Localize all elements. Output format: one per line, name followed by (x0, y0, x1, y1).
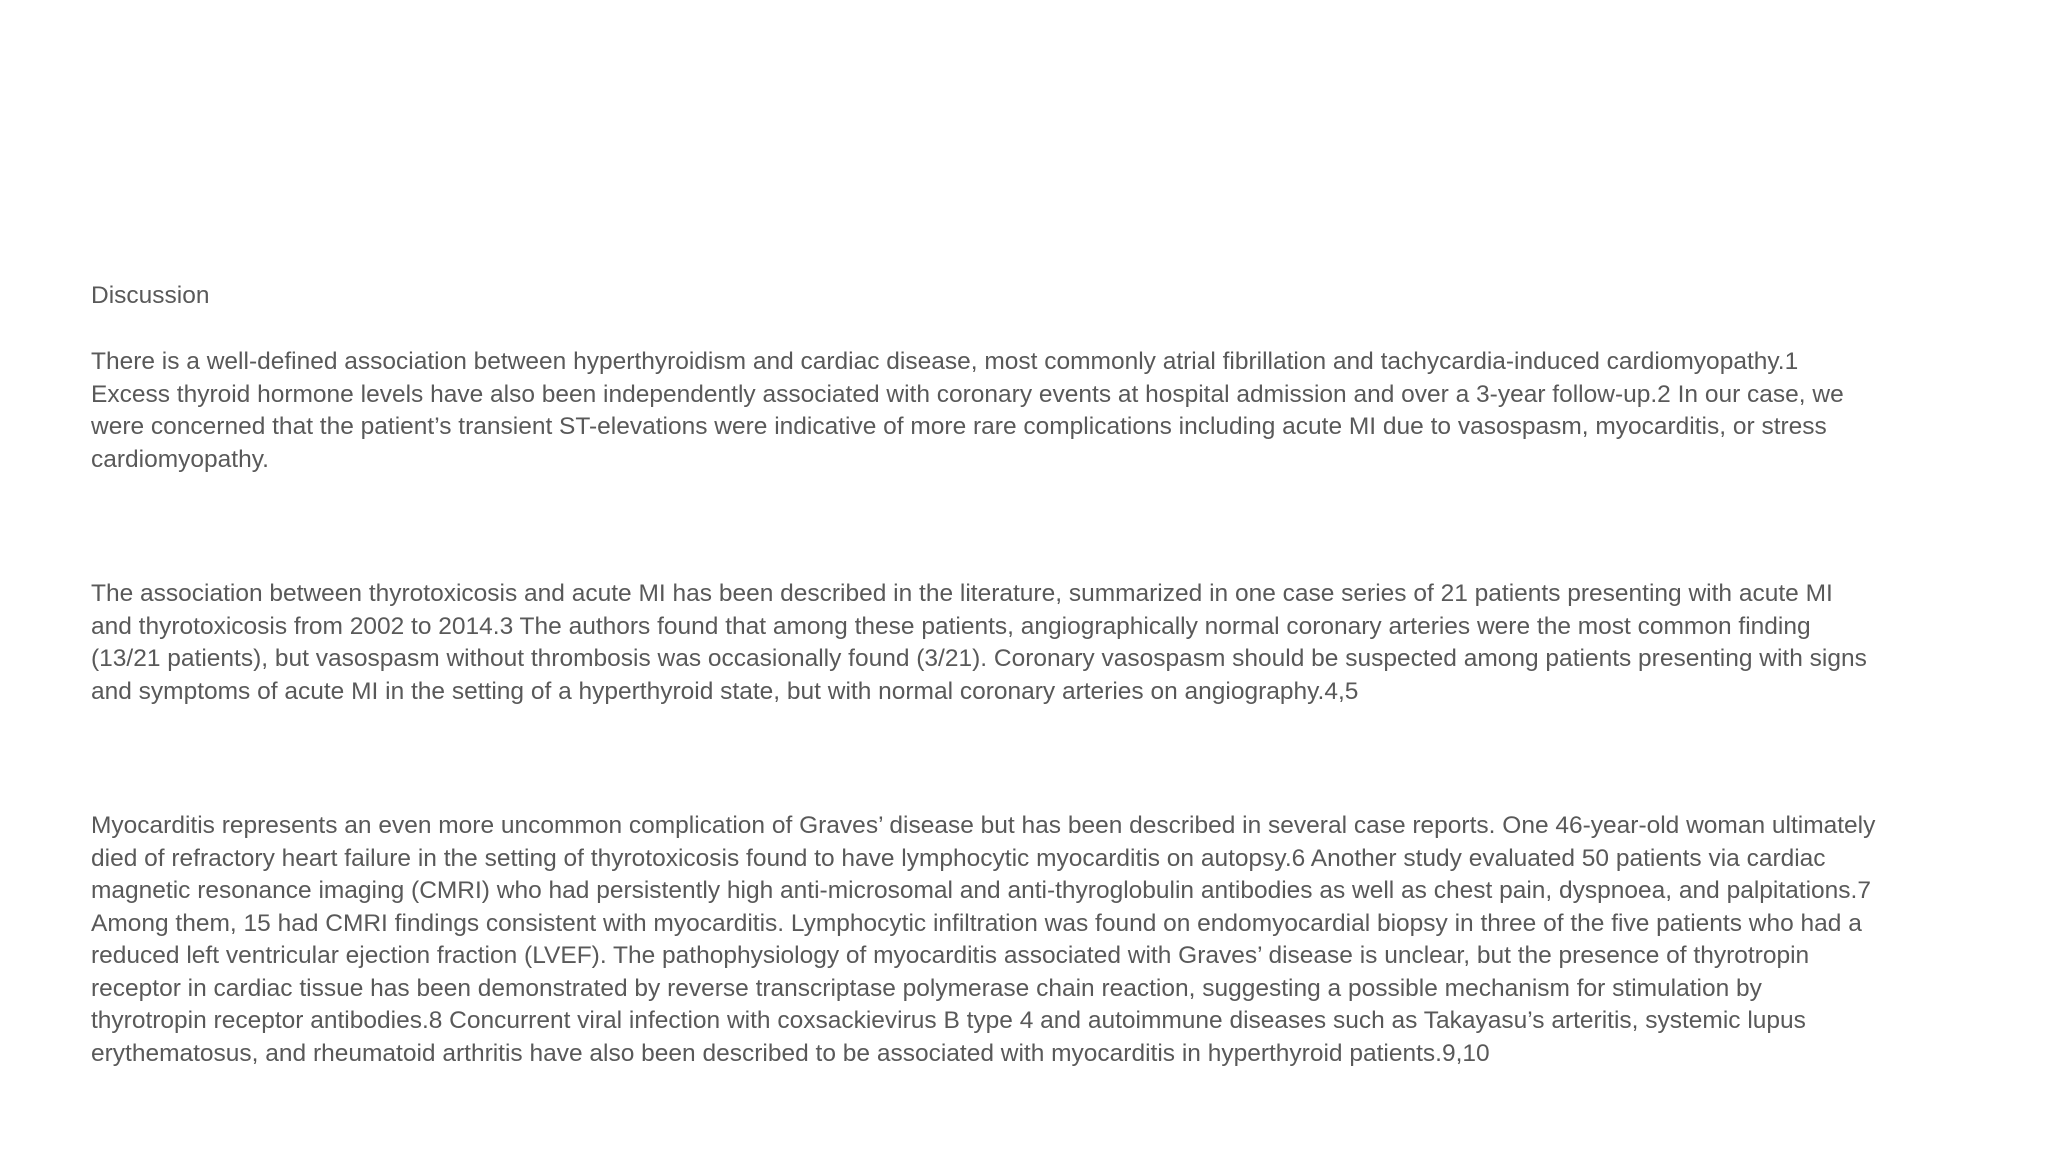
paragraph-line: died of refractory heart failure in the setting of thyrotoxicosis found to have lymphocytic myocarditis on autopsy.6 Another study evaluated 50 patients via cardiac (91, 844, 1826, 872)
paragraph-line: Among them, 15 had CMRI findings consistent with myocarditis. Lymphocytic infiltration was found on endomyocardial biopsy in three of the five patients who had a (91, 909, 1862, 937)
paragraph-line: (13/21 patients), but vasospasm without thrombosis was occasionally found (3/21). Coronary vasospasm should be suspected among patients presenting with signs (91, 645, 1867, 672)
paragraph-line: Myocarditis represents an even more uncommon complication of Graves’ disease but has been described in several case reports. One 46-year-old woman ultimately (91, 812, 1876, 839)
paragraph-line: cardiomyopathy. (91, 445, 269, 473)
paragraph-line: thyrotropin receptor antibodies.8 Concurrent viral infection with coxsackievirus B type 4 and autoimmune diseases such as Takayasu’s arteritis, systemic lupus (91, 1007, 1806, 1034)
paragraph-line: were concerned that the patient’s transient ST-elevations were indicative of more rare complications including acute MI due to vasospasm, myocarditis, or stress (91, 413, 1827, 440)
paragraph-line: erythematosus, and rheumatoid arthritis have also been described to be associated with myocarditis in hyperthyroid patients.9,10 (91, 1039, 1490, 1067)
paragraph-thyroid-cardiac-association (91, 346, 1844, 476)
paragraph-line: Excess thyroid hormone levels have also been independently associated with coronary events at hospital admission and over a 3-year follow-up.2 In our case, we (91, 380, 1844, 408)
paragraph-line: There is a well-defined association between hyperthyroidism and cardiac disease, most commonly atrial fibrillation and tachycardia-induced cardiomyopathy.1 (91, 348, 1799, 375)
paragraph-line: and thyrotoxicosis from 2002 to 2014.3 The authors found that among these patients, angiographically normal coronary arteries were the most common finding (91, 612, 1811, 640)
paragraph-line: The association between thyrotoxicosis and acute MI has been described in the literature, summarized in one case series of 21 patients presenting with acute MI (91, 580, 1833, 607)
paragraph-thyrotoxicosis-acute-mi (91, 578, 1867, 708)
paragraph-line: and symptoms of acute MI in the setting of a hyperthyroid state, but with normal coronary arteries on angiography.4,5 (91, 677, 1359, 705)
paragraph-line: magnetic resonance imaging (CMRI) who had persistently high anti-microsomal and anti-thyroglobulin antibodies as well as chest pain, dyspnoea, and palpitations.7 (91, 877, 1871, 904)
paragraph-line: receptor in cardiac tissue has been demonstrated by reverse transcriptase polymerase chain reaction, suggesting a possible mechanism for stimulation by (91, 974, 1762, 1002)
paragraph-myocarditis-graves (91, 810, 1875, 1070)
section-heading: Discussion (91, 282, 210, 309)
paragraph-line: reduced left ventricular ejection fraction (LVEF). The pathophysiology of myocarditis associated with Graves’ disease is unclear, but the presence of thyrotropin (91, 942, 1810, 969)
